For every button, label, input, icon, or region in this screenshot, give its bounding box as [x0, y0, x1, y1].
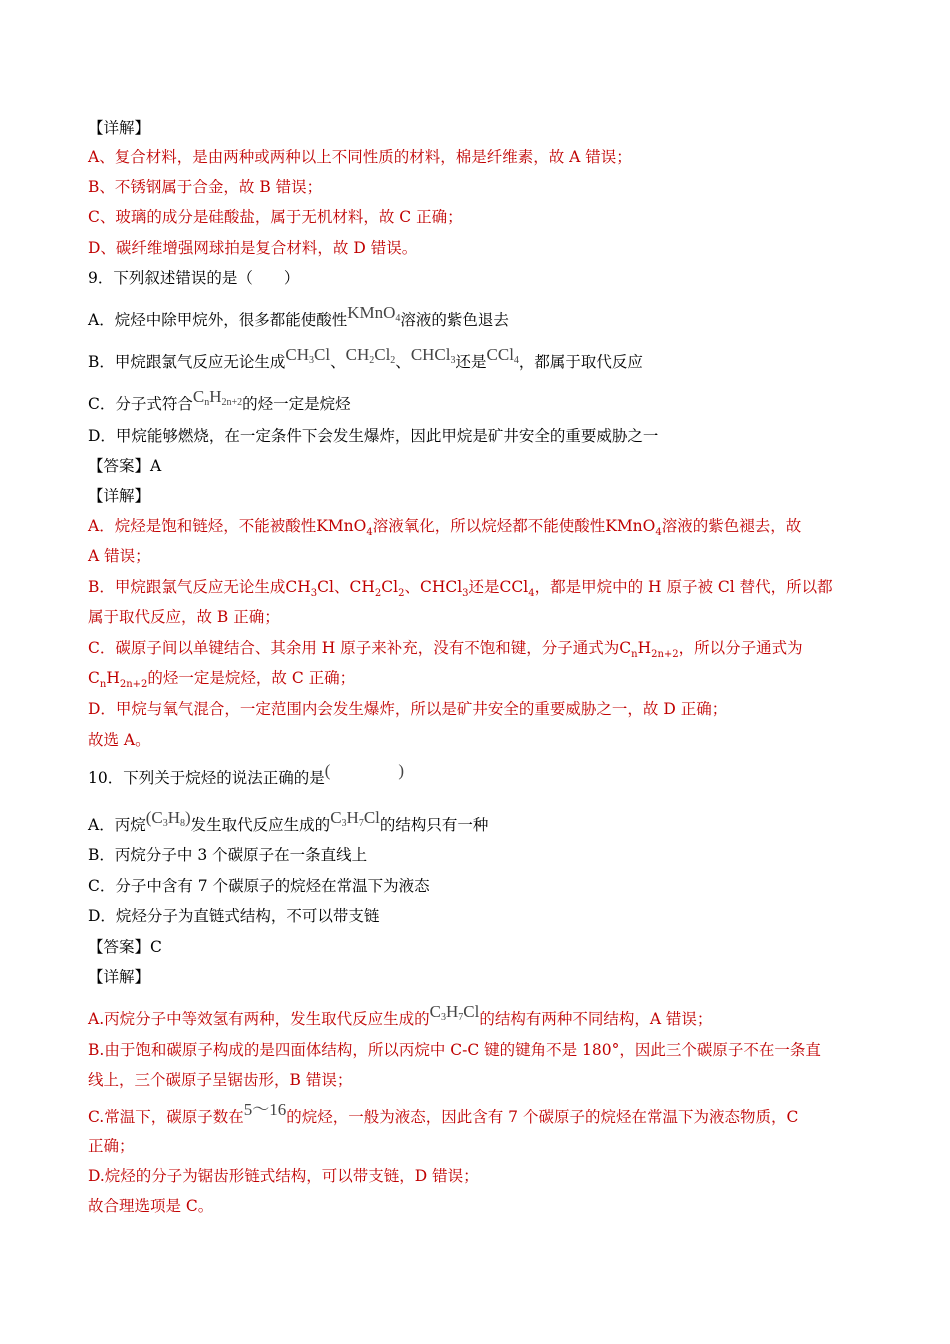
q8-detail-d: D、碳纤维增强网球拍是复合材料，故 D 错误。 [88, 239, 418, 257]
q9-option-b: B．甲烷跟氯气反应无论生成$CH_3Cl$、$CH_2Cl_2$、CHCl$_3$还是CCl$_4$，都属于取代反应 [88, 345, 643, 371]
q8-detail-b: B、不锈钢属于合金，故 B 错误； [88, 178, 323, 196]
formula-kmno4: KMnO$_4$ [347, 303, 401, 324]
q10-detail-conclusion: 故合理选项是 C。 [88, 1197, 214, 1215]
formula-ch2cl2: $CH_2Cl_2$ [345, 345, 396, 366]
q9-detail-a2: A 错误； [88, 547, 151, 565]
q10-detail-c2: 正确； [88, 1137, 135, 1155]
q9-detail-b2: 属于取代反应，故 B 正确； [88, 608, 280, 626]
answer-parentheses: ( ) [324, 761, 405, 780]
q9-detail-conclusion: 故选 A。 [88, 731, 151, 749]
q10-detail-c1: C.常温下，碳原子数在5～16的烷烃，一般为液态，因此含有 7 个碳原子的烷烃在常温下为液态物质，C [88, 1100, 799, 1126]
formula-c3h7cl: $C_3H_7Cl$ [330, 808, 380, 829]
q10-option-d: D．烷烃分子为直链式结构，不可以带支链 [88, 907, 380, 925]
formula-cnh2n2: $C_nH_{2n+2}$ [192, 387, 243, 408]
q9-detail-a1: A．烷烃是饱和链烃，不能被酸性KMnO$_4$溶液氧化，所以烷烃都不能使酸性KMnO$_4$溶液的紫色褪去，故 [88, 517, 802, 539]
q10-option-a: A．丙烷$(C_3H_8)$发生取代反应生成的$C_3H_7Cl$的结构只有一种 [88, 808, 489, 834]
q9-stem: 9．下列叙述错误的是（ ） [88, 269, 300, 287]
formula-c3h7cl-detail: $C_3H_7Cl$ [429, 1002, 480, 1023]
q9-detail-b1: B．甲烷跟氯气反应无论生成$CH_3Cl$、$CH_2Cl_2$、CHCl$_3$还是CCl$_4$，都是甲烷中的 H 原子被 Cl 替代，所以都 [88, 578, 833, 600]
q10-detail-b2: 线上，三个碳原子呈锯齿形，B 错误； [88, 1071, 353, 1089]
q9-detail-c2: $C_nH_{2n+2}$的烃一定是烷烃，故 C 正确； [88, 669, 356, 691]
formula-ch3cl: $CH_3Cl$ [285, 345, 331, 366]
q10-stem: 10．下列关于烷烃的说法正确的是( ) [88, 761, 405, 787]
q9-detail-label: 【详解】 [88, 487, 151, 505]
q10-detail-b1: B.由于饱和碳原子构成的是四面体结构，所以丙烷中 C-C 键的键角不是 180°，因此三个碳原子不在一条直 [88, 1041, 821, 1059]
q9-option-c: C．分子式符合$C_nH_{2n+2}$的烃一定是烷烃 [88, 387, 351, 413]
q10-option-b: B．丙烷分子中 3 个碳原子在一条直线上 [88, 846, 368, 864]
q10-detail-label: 【详解】 [88, 968, 151, 986]
q10-detail-d: D.烷烃的分子为锯齿形链式结构，可以带支链，D 错误； [88, 1167, 479, 1185]
q9-detail-c1: C．碳原子间以单键结合、其余用 H 原子来补充，没有不饱和键，分子通式为$C_nH_{2n+2}$，所以分子通式为 [88, 639, 803, 661]
q9-detail-d: D．甲烷与氧气混合，一定范围内会发生爆炸，所以是矿井安全的重要威胁之一，故 D 正确； [88, 700, 728, 718]
carbon-range: 5～16 [243, 1100, 287, 1119]
q9-option-a: A．烷烃中除甲烷外，很多都能使酸性KMnO$_4$溶液的紫色退去 [88, 303, 509, 329]
q8-detail-a: A、复合材料，是由两种或两种以上不同性质的材料，棉是纤维素，故 A 错误； [88, 148, 632, 166]
q9-answer: 【答案】A [88, 457, 162, 475]
q8-detail-c: C、玻璃的成分是硅酸盐，属于无机材料，故 C 正确； [88, 208, 463, 226]
detail-label: 【详解】 [88, 119, 151, 137]
q10-option-c: C．分子中含有 7 个碳原子的烷烃在常温下为液态 [88, 877, 430, 895]
formula-ccl4: CCl$_4$ [486, 345, 519, 366]
q9-option-d: D．甲烷能够燃烧，在一定条件下会发生爆炸，因此甲烷是矿井安全的重要威胁之一 [88, 427, 659, 445]
q10-detail-a: A.丙烷分子中等效氢有两种，发生取代反应生成的$C_3H_7Cl$的结构有两种不同结构，A 错误； [88, 1002, 713, 1028]
formula-c3h8: $(C_3H_8)$ [145, 808, 191, 829]
formula-chcl3: CHCl$_3$ [410, 345, 456, 366]
q10-answer: 【答案】C [88, 938, 162, 956]
